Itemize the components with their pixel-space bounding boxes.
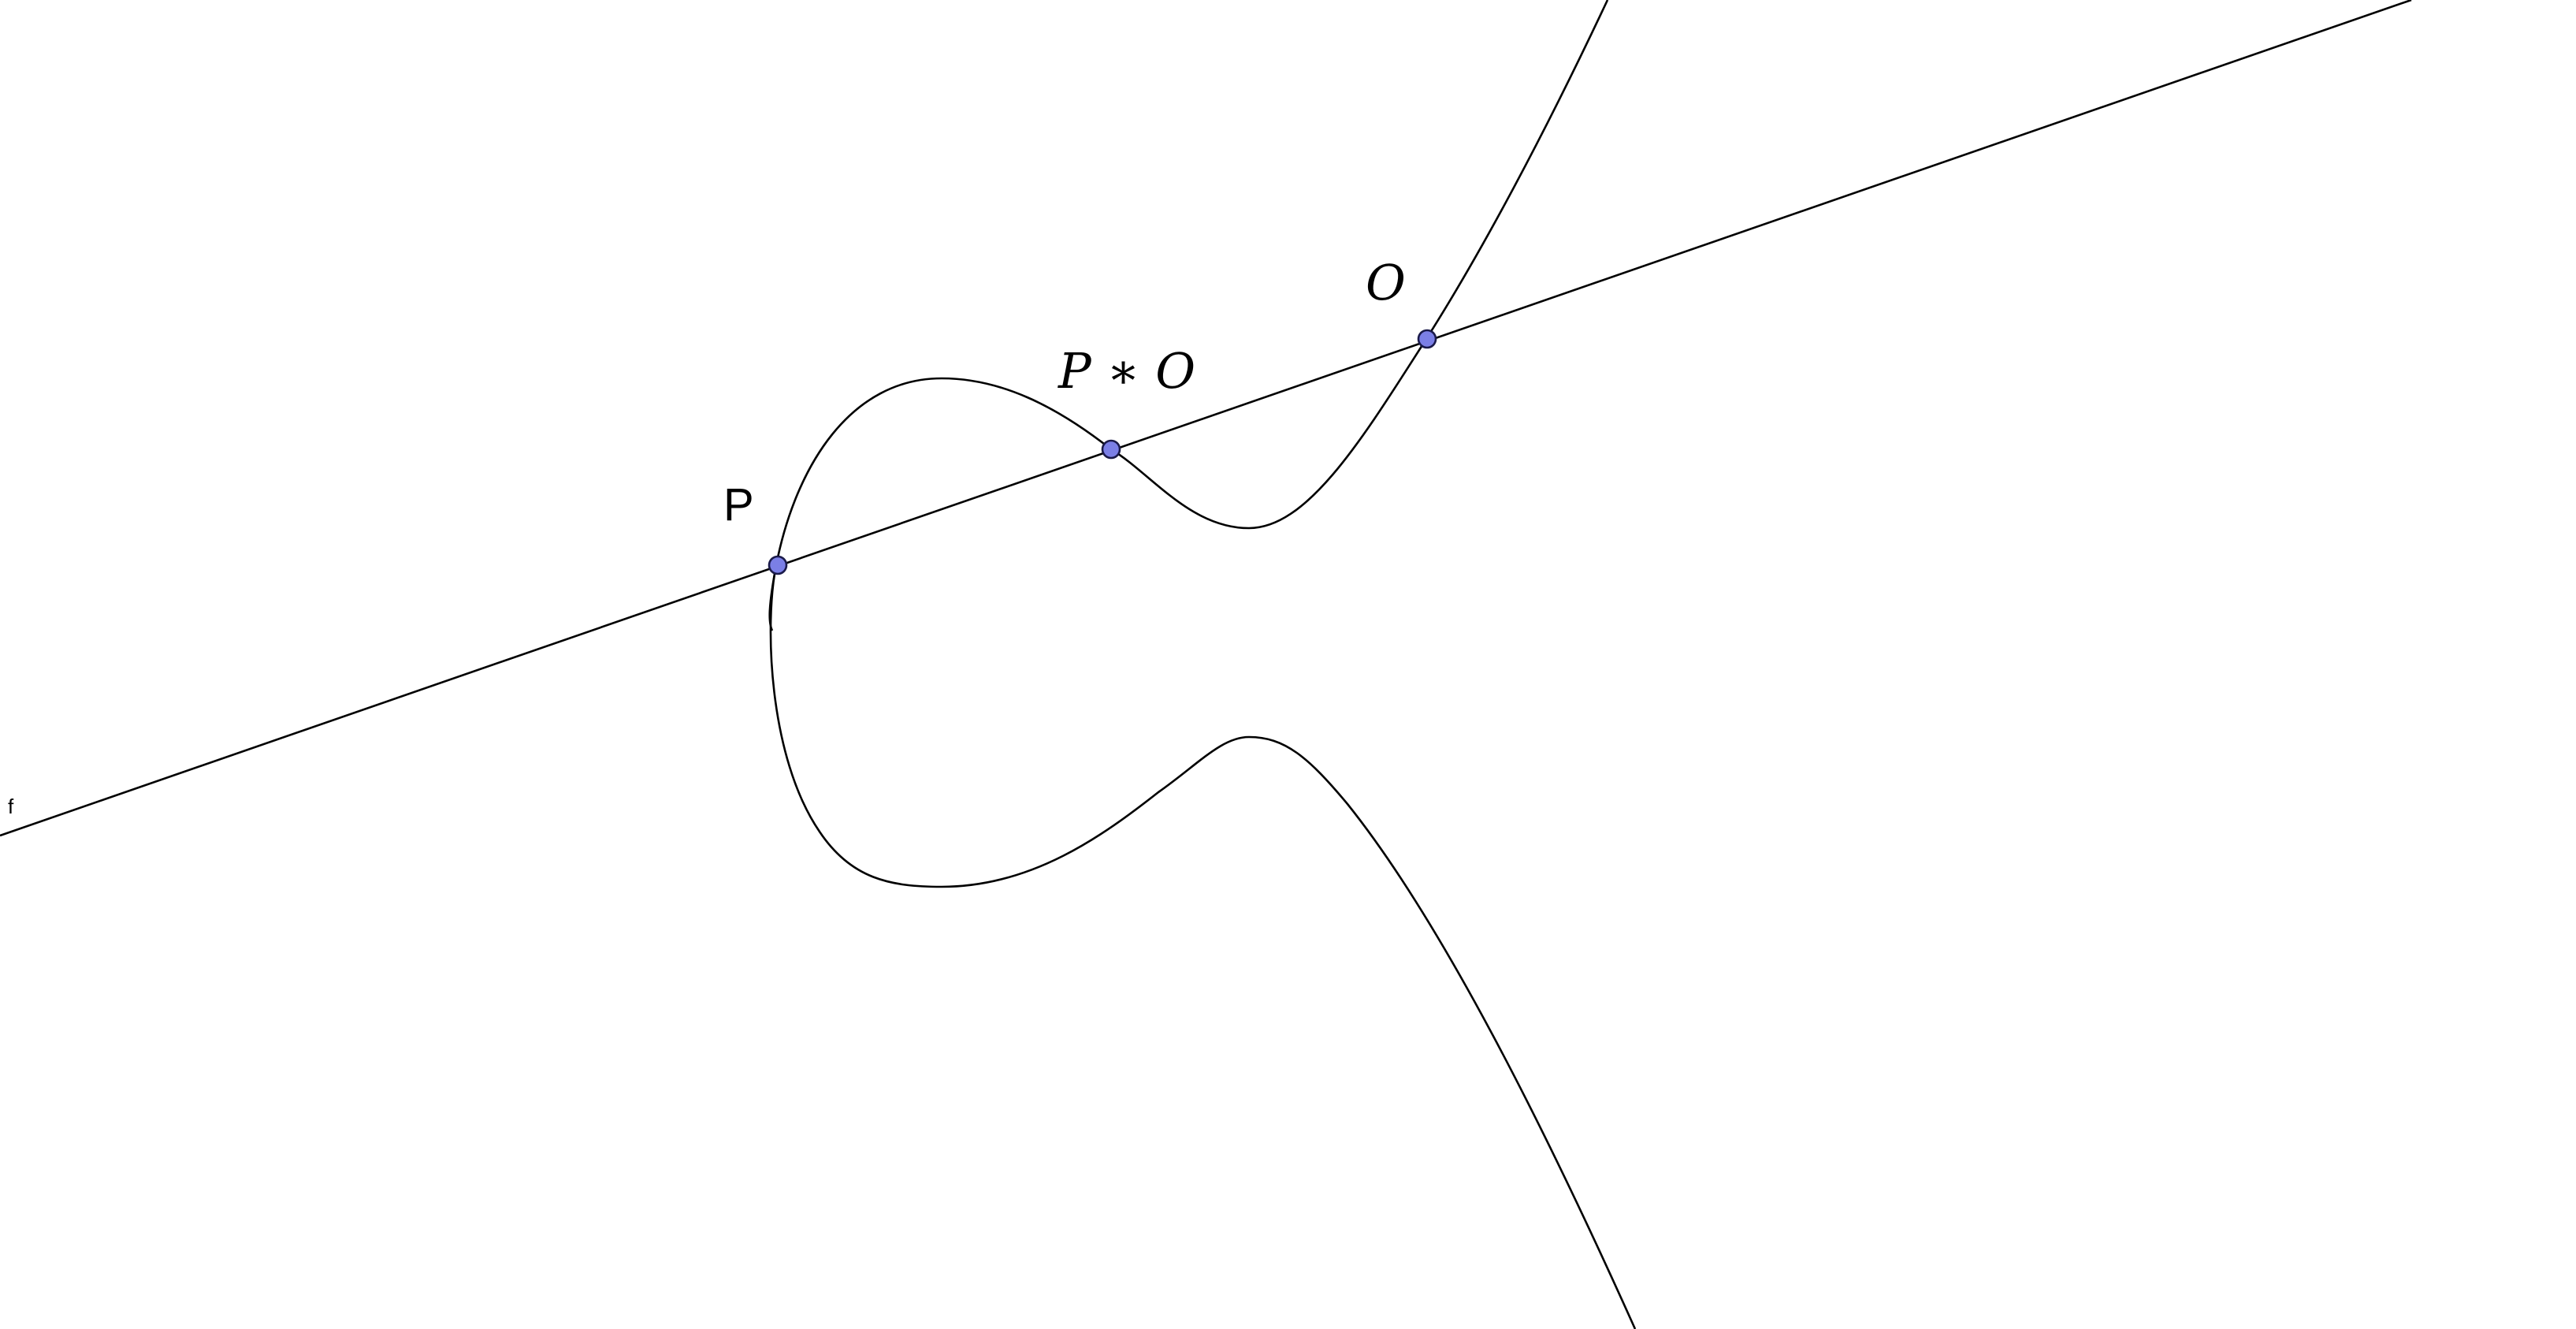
- cubic-curve-upper: [770, 0, 1608, 631]
- line-label-f: f: [8, 795, 14, 818]
- point-label-p: P: [723, 479, 754, 530]
- point-p-star-o[interactable]: [1102, 441, 1120, 458]
- cubic-curve-lower: [771, 565, 1635, 1329]
- point-label-p-star-o: P ∗ O: [1058, 342, 1196, 400]
- point-p[interactable]: [769, 557, 786, 574]
- point-label-o: O: [1366, 254, 1406, 311]
- point-o[interactable]: [1418, 330, 1436, 348]
